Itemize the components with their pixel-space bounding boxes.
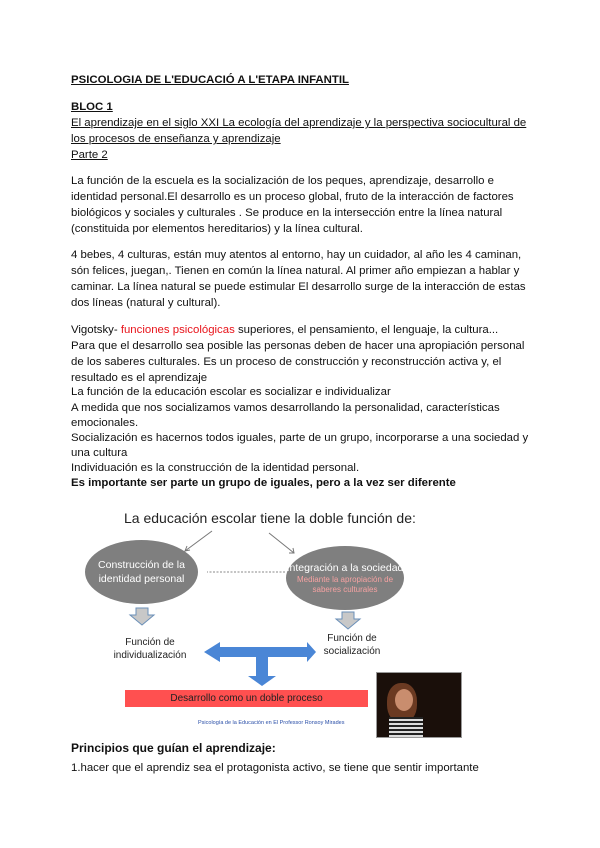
ellipse-text: Integración a la sociedad [286, 562, 404, 574]
label-line: individualización [113, 650, 187, 661]
vigotsky-rest: superiores, el pensamiento, el lenguaje, la cultura... [234, 324, 499, 336]
pointer-arrow-right [269, 533, 294, 553]
document-title: PSICOLOGIA DE L'EDUCACIÓ A L'ETAPA INFANTIL [71, 74, 349, 86]
vigotsky-prefix: Vigotsky- [71, 324, 121, 336]
film-still-image [376, 672, 462, 738]
paragraph-line: caminar. La línea natural se puede estimular El desarrollo surge de la interacción de estas [71, 281, 526, 293]
paragraph-line: Individuación es la construcción de la identidad personal. [71, 462, 360, 474]
paragraph-line: una cultura [71, 447, 128, 459]
paragraph-line: La función de la escuela es la socialización de los peques, aprendizaje, desarrollo e [71, 175, 494, 187]
diagram-caption: Psicología de la Educación en El Professor Ronsoy Mirades [198, 720, 345, 726]
paragraph-line: identidad personal.El desarrollo es un proceso global, fruto de la interacción de factores [71, 191, 514, 203]
paragraph-line: Socialización es hacernos todos iguales, parte de un grupo, incorporarse a una sociedad y [71, 432, 529, 444]
principles-heading: Principios que guían el aprendizaje: [71, 741, 276, 755]
development-bar: Desarrollo como un doble proceso [125, 690, 368, 707]
ellipse-subtext: saberes culturales [312, 585, 378, 594]
paragraph-line: Para que el desarrollo sea posible las personas deben de hacer una apropiación personal [71, 340, 525, 352]
label-line: Función de [327, 633, 377, 644]
ellipse-subtext: Mediante la apropiación de [296, 575, 394, 584]
double-arrow-icon [204, 642, 316, 686]
paragraph-line: resultado es el aprendizaje [71, 372, 208, 384]
down-arrow-left-icon [130, 608, 154, 625]
paragraph-line: biológicos y sociales y culturales . Se produce en la intersección entre la línea natural [71, 207, 503, 219]
integration-ellipse [286, 546, 404, 610]
paragraph-line: són felices, juegan,. Tienen en común la línea natural. Al primer año empiezan a hablar y [71, 265, 520, 277]
paragraph-line: de los saberes culturales. Es un proceso de construcción y reconstrucción activa y, el [71, 356, 502, 368]
label-line: socialización [323, 646, 381, 657]
paragraph-line: A medida que nos socializamos vamos desarrollando la personalidad, características [71, 402, 500, 414]
individualization-label [100, 636, 200, 662]
pointer-arrow-left [185, 531, 212, 551]
paragraph-line: dos líneas (natural y cultural). [71, 297, 221, 309]
ellipse-text: identidad personal [98, 573, 185, 585]
subtitle-line: los procesos de enseñanza y aprendizaje [71, 133, 281, 145]
subtitle-line: El aprendizaje en el siglo XXI La ecología del aprendizaje y la perspectiva sociocultural de [71, 117, 527, 129]
ellipse-text: Construcción de la [98, 559, 185, 571]
highlight-text: funciones psicológicas [120, 324, 235, 336]
bold-statement: Es importante ser parte un grupo de iguales, pero a la vez ser diferente [71, 477, 456, 489]
down-arrow-right-icon [336, 612, 360, 629]
paragraph-line: La función de la educación escolar es socializar e individualizar [71, 386, 391, 398]
label-line: Función de [125, 637, 175, 648]
identity-ellipse [85, 540, 198, 604]
principle-item: 1.hacer que el aprendiz sea el protagonista activo, se tiene que sentir importante [71, 762, 479, 774]
bloc-heading: BLOC 1 [71, 101, 113, 113]
paragraph-line: emocionales. [71, 417, 139, 429]
paragraph-line: (constituida por elementos hereditarios) y la línea cultural. [71, 223, 363, 235]
paragraph-line: 4 bebes, 4 culturas, están muy atentos al entorno, hay un cuidador, al año les 4 caminan, [71, 249, 522, 261]
diagram-title: La educación escolar tiene la doble función de: [124, 510, 416, 526]
socialization-label [312, 632, 392, 658]
parte-label: Parte 2 [71, 149, 108, 161]
